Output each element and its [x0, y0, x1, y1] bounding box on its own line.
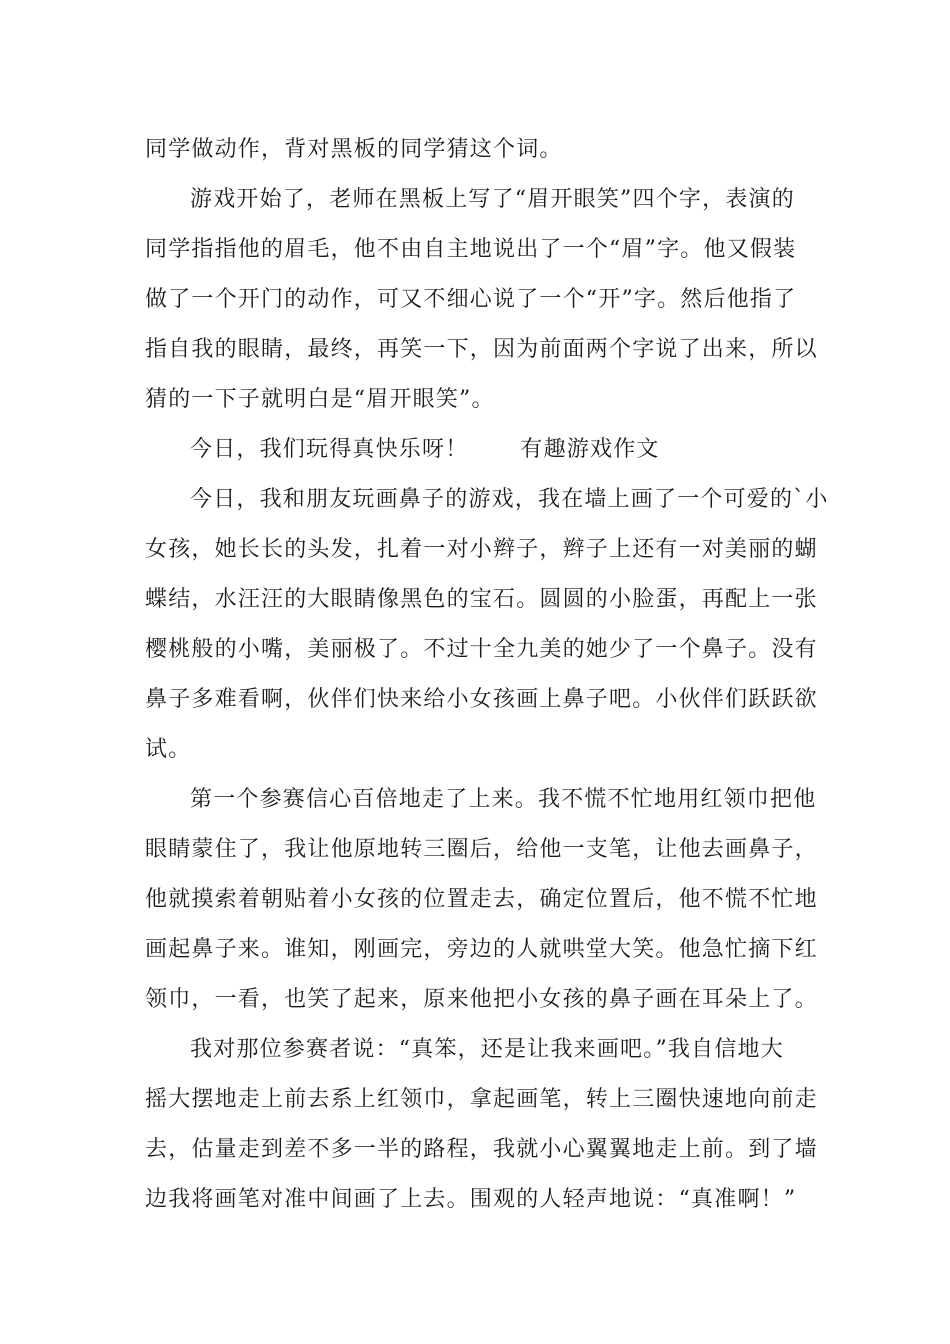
paragraph-start-line: 今日，我和朋友玩画鼻子的游戏，我在墙上画了一个可爱的`小	[190, 487, 829, 512]
text-line: 他就摸索着朝贴着小女孩的位置走去，确定位置后，他不慌不忙地	[145, 887, 818, 912]
text-line: 去，估量走到差不多一半的路程，我就小心翼翼地走上前。到了墙	[145, 1137, 818, 1162]
text-line: 领巾，一看，也笑了起来，原来他把小女孩的鼻子画在耳朵上了。	[145, 987, 818, 1012]
closing-sentence: 今日，我们玩得真快乐呀！	[190, 437, 469, 462]
text-line: 猜的一下子就明白是“眉开眼笑”。	[145, 387, 495, 412]
text-line: 眼睛蒙住了，我让他原地转三圈后，给他一支笔，让他去画鼻子，	[145, 837, 818, 862]
text-line: 画起鼻子来。谁知，刚画完，旁边的人就哄堂大笑。他急忙摘下红	[145, 937, 818, 962]
text-line: 蝶结，水汪汪的大眼睛像黑色的宝石。圆圆的小脸蛋，再配上一张	[145, 587, 818, 612]
text-line: 鼻子多难看啊，伙伴们快来给小女孩画上鼻子吧。小伙伴们跃跃欲	[145, 687, 818, 712]
text-line: 同学指指他的眉毛，他不由自主地说出了一个“眉”字。他又假装	[145, 237, 797, 262]
text-line: 樱桃般的小嘴，美丽极了。不过十全九美的她少了一个鼻子。没有	[145, 637, 818, 662]
text-line: 同学做动作，背对黑板的同学猜这个词。	[145, 137, 563, 162]
paragraph-start-line: 游戏开始了，老师在黑板上写了“眉开眼笑”四个字，表演的	[190, 187, 795, 212]
paragraph-start-line: 我对那位参赛者说：“真笨，还是让我来画吧。”我自信地大	[190, 1037, 784, 1062]
closing-line-with-title	[190, 430, 830, 470]
paragraph-start-line: 第一个参赛信心百倍地走了上来。我不慌不忙地用红领巾把他	[190, 787, 817, 812]
text-line: 做了一个开门的动作，可又不细心说了一个“开”字。然后他指了	[145, 287, 797, 312]
text-line: 边我将画笔对准中间画了上去。围观的人轻声地说：“真准啊！”	[145, 1187, 797, 1212]
text-line: 试。	[145, 737, 192, 762]
text-line: 指自我的眼睛，最终，再笑一下，因为前面两个字说了出来，所以	[145, 337, 818, 362]
essay-title: 有趣游戏作文	[520, 437, 660, 462]
text-line: 女孩，她长长的头发，扎着一对小辫子，辫子上还有一对美丽的蝴	[145, 537, 818, 562]
text-line: 摇大摆地走上前去系上红领巾，拿起画笔，转上三圈快速地向前走	[145, 1087, 818, 1112]
